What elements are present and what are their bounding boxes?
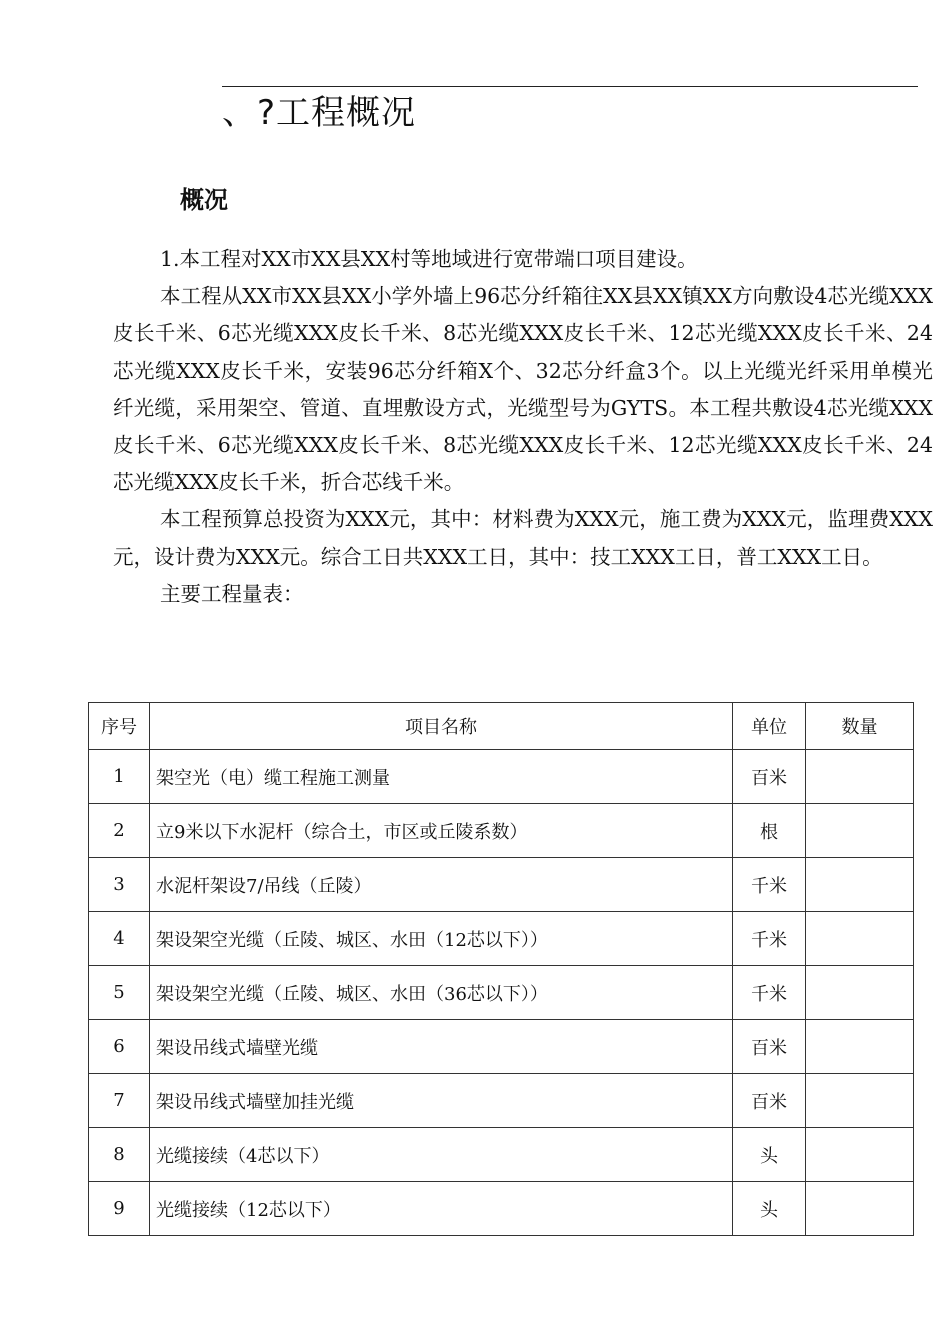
cell-no: 3 [89,858,150,912]
cell-qty [806,804,914,858]
cell-unit: 百米 [733,1074,806,1128]
header-qty: 数量 [806,703,914,750]
cell-name: 架空光（电）缆工程施工测量 [150,750,733,804]
chapter-title: 、?工程概况 [222,93,417,133]
cell-no: 4 [89,912,150,966]
table-row [89,1074,914,1128]
table-row [89,1182,914,1236]
paragraph-budget: 本工程预算总投资为XXX元，其中：材料费为XXX元，施工费为XXX元，监理费XXX元，设计费为XXX元。综合工日共XXX工日，其中：技工XXX工日，普工XXX工日。 [113,507,933,569]
cell-unit: 根 [733,804,806,858]
table-row [89,1128,914,1182]
cell-name: 架设吊线式墙壁加挂光缆 [150,1074,733,1128]
table-row [89,750,914,804]
cell-unit: 百米 [733,750,806,804]
cell-name: 架设吊线式墙壁光缆 [150,1020,733,1074]
paragraph-table-caption: 主要工程量表： [160,581,304,606]
table-row [89,1020,914,1074]
cell-no: 1 [89,750,150,804]
cell-qty [806,1128,914,1182]
cell-unit: 头 [733,1128,806,1182]
cell-qty [806,966,914,1020]
cell-qty [806,1182,914,1236]
cell-unit: 千米 [733,966,806,1020]
cell-no: 5 [89,966,150,1020]
cell-name: 光缆接续（12芯以下） [150,1182,733,1236]
cell-qty [806,912,914,966]
cell-qty [806,858,914,912]
cell-name: 架设架空光缆（丘陵、城区、水田（36芯以下）） [150,966,733,1020]
cell-no: 9 [89,1182,150,1236]
quantity-table [88,702,914,1236]
section-title: 概况 [180,186,228,214]
table-row [89,966,914,1020]
cell-unit: 百米 [733,1020,806,1074]
cell-qty [806,1020,914,1074]
cell-no: 8 [89,1128,150,1182]
cell-no: 6 [89,1020,150,1074]
body-text [113,241,933,613]
table-row [89,858,914,912]
paragraph-project-scope: 1.本工程对XX市XX县XX村等地域进行宽带端口项目建设。 [160,247,698,271]
paragraph-cable-laying: 本工程从XX市XX县XX小学外墙上96芯分纤箱往XX县XX镇XX方向敷设4芯光缆XXX皮长千米、6芯光缆XXX皮长千米、8芯光缆XXX皮长千米、12芯光缆XXX皮长千米、24芯光缆XXX皮长千米，安装96芯分纤箱X个、32芯分纤盒3个。以上光缆光纤采用单模光纤光缆，采用架空、管道、直埋敷设方式，光缆型号为GYTS。本工程共敷设4芯光缆XXX皮长千米、6芯光缆XXX皮长千米、8芯光缆XXX皮长千米、12芯光缆XXX皮长千米、24芯光缆XXX皮长千米，折合芯线千米。 [113,284,933,495]
table-header-row [89,703,914,750]
table-row [89,804,914,858]
header-unit: 单位 [733,703,806,750]
quantity-table-wrapper [88,702,914,1236]
cell-unit: 千米 [733,912,806,966]
cell-name: 水泥杆架设7/吊线（丘陵） [150,858,733,912]
cell-name: 架设架空光缆（丘陵、城区、水田（12芯以下）） [150,912,733,966]
table-row [89,912,914,966]
header-rule [222,86,918,87]
cell-qty [806,1074,914,1128]
cell-no: 7 [89,1074,150,1128]
cell-name: 立9米以下水泥杆（综合土，市区或丘陵系数） [150,804,733,858]
cell-unit: 头 [733,1182,806,1236]
header-name: 项目名称 [150,703,733,750]
cell-no: 2 [89,804,150,858]
cell-unit: 千米 [733,858,806,912]
cell-name: 光缆接续（4芯以下） [150,1128,733,1182]
cell-qty [806,750,914,804]
header-no: 序号 [89,703,150,750]
